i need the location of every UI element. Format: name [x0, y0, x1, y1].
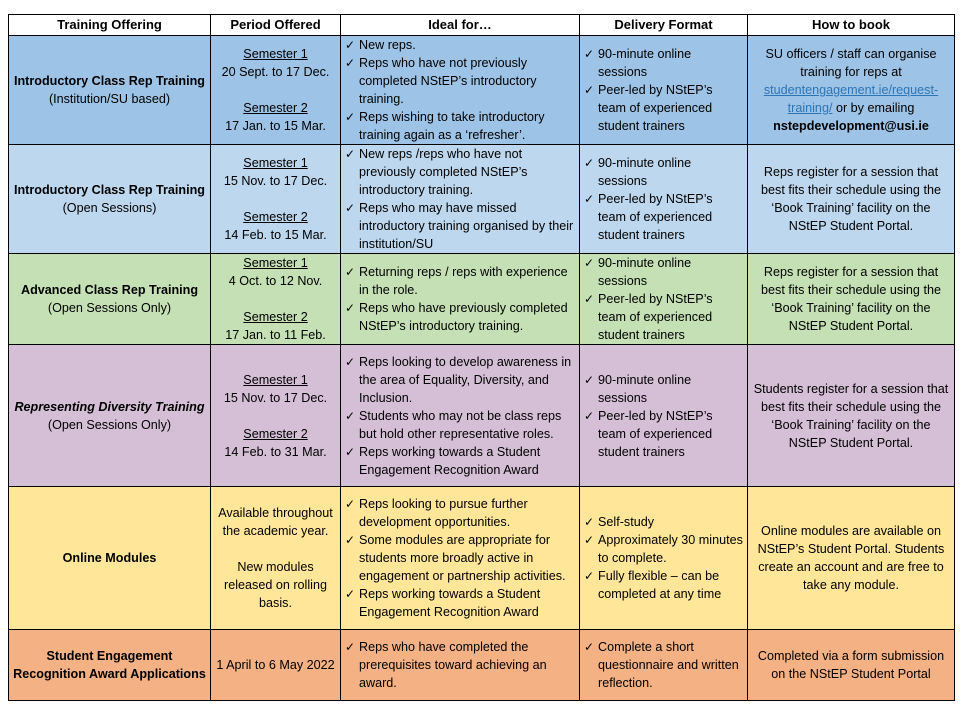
- list-item: ✓ Some modules are appropriate for students more broadly active in engagement or partnership activities.: [345, 533, 566, 583]
- delivery-cell: [580, 145, 748, 254]
- semester-label: Semester 2: [243, 310, 308, 324]
- check-icon: ✓: [345, 38, 356, 52]
- list-item: ✓ Reps working towards a Student Engagement Recognition Award: [345, 444, 541, 477]
- check-icon: ✓: [584, 292, 595, 306]
- offering-title: Student Engagement Recognition Award Applications: [13, 649, 206, 681]
- semester-dates: 14 Feb. to 15 Mar.: [224, 228, 327, 242]
- training-table: [8, 14, 955, 701]
- request-training-link[interactable]: studentengagement.ie/request-training/: [763, 83, 939, 115]
- semester-dates: 17 Jan. to 11 Feb.: [225, 328, 326, 342]
- booking-cell: Students register for a session that best fits their schedule using the ‘Book Training’ facility on the NStEP Student Portal.: [748, 345, 955, 487]
- period-cell: [211, 145, 341, 254]
- period-text: New modules released on rolling basis.: [224, 560, 327, 610]
- check-icon: ✓: [345, 640, 356, 654]
- offering-cell: [9, 345, 211, 487]
- list-item: ✓ Students who may not be class reps but hold other representative roles.: [345, 408, 562, 441]
- offering-note: (Open Sessions Only): [47, 417, 172, 432]
- ideal-cell: [341, 487, 580, 630]
- booking-text-mid: or by emailing: [832, 101, 915, 115]
- semester-label: Semester 2: [243, 426, 308, 441]
- offering-note: (Open Sessions Only): [47, 301, 172, 315]
- offering-cell: [9, 36, 211, 145]
- table-row: [9, 487, 955, 630]
- booking-text: SU officers / staff can organise training for reps at: [765, 47, 937, 79]
- offering-note: (Institution/SU based): [48, 92, 171, 106]
- semester-dates: 17 Jan. to 15 Mar.: [225, 119, 326, 133]
- check-icon: ✓: [345, 301, 356, 315]
- check-icon: ✓: [584, 156, 595, 170]
- booking-cell: Reps register for a session that best fits their schedule using the ‘Book Training’ facility on the NStEP Student Portal.: [748, 254, 955, 345]
- check-icon: ✓: [345, 533, 356, 547]
- check-icon: ✓: [584, 192, 595, 206]
- check-icon: ✓: [345, 110, 356, 124]
- semester-label: Semester 1: [243, 47, 308, 61]
- check-icon: ✓: [584, 47, 595, 61]
- header-row: [9, 15, 955, 36]
- check-icon: ✓: [345, 444, 356, 459]
- ideal-cell: [341, 145, 580, 254]
- list-item: ✓ Peer-led by NStEP’s team of experienced student trainers: [584, 192, 713, 242]
- list-item: ✓ Peer-led by NStEP’s team of experienced student trainers: [584, 83, 713, 133]
- ideal-cell: [341, 630, 580, 701]
- booking-cell: Completed via a form submission on the NStEP Student Portal: [748, 630, 955, 701]
- offering-title: Online Modules: [62, 551, 157, 565]
- check-icon: ✓: [584, 372, 595, 387]
- list-item: ✓ 90-minute online sessions: [584, 156, 692, 188]
- list-item: ✓ Reps who have not previously completed NStEP’s introductory training.: [345, 56, 537, 106]
- list-item: ✓ 90-minute online sessions: [584, 372, 692, 405]
- list-item: ✓ Self-study: [584, 515, 654, 529]
- table-row: [9, 630, 955, 701]
- offering-cell: [9, 254, 211, 345]
- list-item: ✓ 90-minute online sessions: [584, 47, 692, 79]
- period-text: Available throughout the academic year.: [218, 506, 333, 538]
- table-row: [9, 36, 955, 145]
- list-item: ✓ Reps looking to pursue further development opportunities.: [345, 497, 528, 529]
- delivery-cell: [580, 345, 748, 487]
- check-icon: ✓: [345, 587, 356, 601]
- period-text: 1 April to 6 May 2022: [216, 658, 335, 672]
- offering-title: Introductory Class Rep Training: [13, 183, 206, 197]
- list-item: ✓ Reps who have previously completed NStEP’s introductory training.: [345, 301, 568, 333]
- header-period-offered: Period Offered: [211, 15, 341, 36]
- header-ideal-for: Ideal for…: [341, 15, 580, 36]
- list-item: ✓ Fully flexible – can be completed at any time: [584, 569, 722, 601]
- check-icon: ✓: [584, 640, 595, 654]
- check-icon: ✓: [345, 497, 356, 511]
- semester-dates: 4 Oct. to 12 Nov.: [228, 274, 323, 288]
- offering-cell: [9, 630, 211, 701]
- delivery-cell: [580, 487, 748, 630]
- offering-cell: [9, 145, 211, 254]
- booking-cell: [748, 36, 955, 145]
- header-delivery-format: Delivery Format: [580, 15, 748, 36]
- check-icon: ✓: [584, 515, 595, 529]
- semester-dates: 15 Nov. to 17 Dec.: [223, 174, 328, 188]
- delivery-cell: [580, 630, 748, 701]
- semester-label: Semester 1: [243, 156, 308, 170]
- delivery-cell: [580, 36, 748, 145]
- check-icon: ✓: [345, 201, 356, 215]
- period-cell: [211, 630, 341, 701]
- table-row: [9, 254, 955, 345]
- check-icon: ✓: [345, 147, 356, 161]
- ideal-cell: [341, 36, 580, 145]
- offering-cell: [9, 487, 211, 630]
- list-item: ✓ Peer-led by NStEP’s team of experienced student trainers: [584, 408, 713, 459]
- booking-cell: Online modules are available on NStEP’s Student Portal. Students create an account and are free to take any module.: [748, 487, 955, 630]
- list-item: ✓ New reps /reps who have not previously completed NStEP’s introductory training.: [345, 147, 528, 197]
- list-item: ✓ Reps working towards a Student Engagement Recognition Award: [345, 587, 541, 619]
- semester-label: Semester 1: [243, 372, 308, 387]
- check-icon: ✓: [584, 408, 595, 423]
- list-item: ✓ Reps who may have missed introductory training organised by their institution/SU: [345, 201, 574, 251]
- list-item: ✓ Complete a short questionnaire and written reflection.: [584, 640, 739, 690]
- period-cell: [211, 345, 341, 487]
- check-icon: ✓: [584, 256, 595, 270]
- check-icon: ✓: [345, 56, 356, 70]
- list-item: ✓ 90-minute online sessions: [584, 256, 692, 288]
- delivery-cell: [580, 254, 748, 345]
- offering-title: Introductory Class Rep Training: [13, 74, 206, 88]
- list-item: ✓ Reps wishing to take introductory training again as a ‘refresher’.: [345, 110, 545, 142]
- list-item: ✓ Returning reps / reps with experience in the role.: [345, 265, 568, 297]
- table-row: [9, 145, 955, 254]
- list-item: ✓ Approximately 30 minutes to complete.: [584, 533, 743, 565]
- period-cell: [211, 254, 341, 345]
- check-icon: ✓: [584, 533, 595, 547]
- header-training-offering: Training Offering: [9, 15, 211, 36]
- semester-label: Semester 1: [243, 256, 308, 270]
- check-icon: ✓: [584, 569, 595, 583]
- offering-note: (Open Sessions): [62, 201, 157, 215]
- semester-label: Semester 2: [243, 101, 308, 115]
- semester-dates: 20 Sept. to 17 Dec.: [221, 65, 330, 79]
- header-how-to-book: How to book: [748, 15, 955, 36]
- check-icon: ✓: [584, 83, 595, 97]
- list-item: ✓ Reps looking to develop awareness in the area of Equality, Diversity, and Inclusion.: [345, 354, 572, 405]
- list-item: ✓ Reps who have completed the prerequisites toward achieving an award.: [345, 640, 547, 690]
- check-icon: ✓: [345, 408, 356, 423]
- email-address: nstepdevelopment@usi.ie: [773, 119, 929, 133]
- check-icon: ✓: [345, 265, 356, 279]
- booking-cell: Reps register for a session that best fits their schedule using the ‘Book Training’ facility on the NStEP Student Portal.: [748, 145, 955, 254]
- list-item: ✓ Peer-led by NStEP’s team of experienced student trainers: [584, 292, 713, 342]
- semester-label: Semester 2: [243, 210, 308, 224]
- list-item: ✓ New reps.: [345, 38, 416, 52]
- table-row: [9, 345, 955, 487]
- semester-dates: 14 Feb. to 31 Mar.: [224, 444, 327, 459]
- semester-dates: 15 Nov. to 17 Dec.: [223, 390, 328, 405]
- period-cell: [211, 36, 341, 145]
- ideal-cell: [341, 345, 580, 487]
- period-cell: [211, 487, 341, 630]
- offering-title: Advanced Class Rep Training: [20, 283, 199, 297]
- offering-title: Representing Diversity Training: [14, 399, 205, 414]
- check-icon: ✓: [345, 354, 356, 369]
- ideal-cell: [341, 254, 580, 345]
